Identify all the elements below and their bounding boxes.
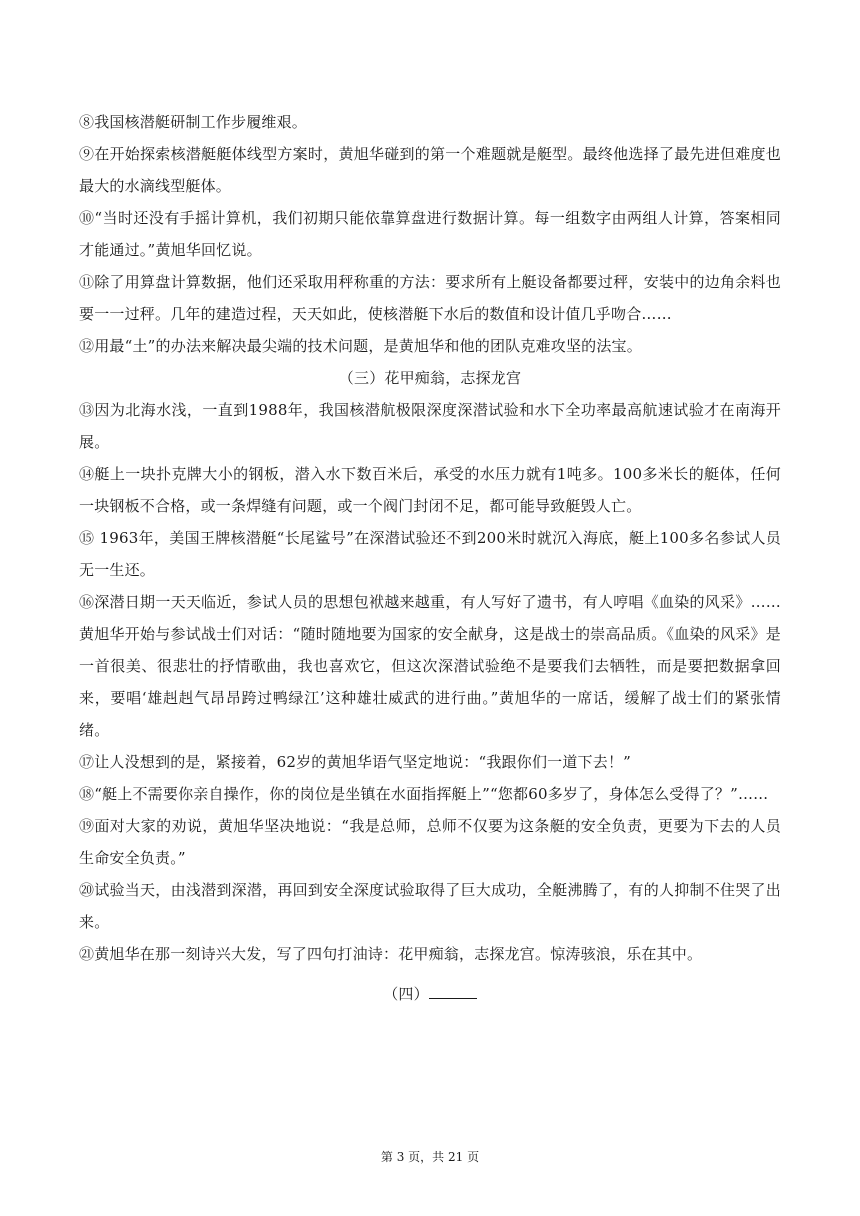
paragraph-13: ⑬因为北海水浅，一直到1988年，我国核潜航极限深度深潜试验和水下全功率最高航速试验才在南海开展。 xyxy=(79,401,781,451)
section-3-heading: （三）花甲痴翁，志探龙宫 xyxy=(338,369,522,387)
paragraph-9: ⑨在开始探索核潜艇艇体线型方案时，黄旭华碰到的第一个难题就是艇型。最终他选择了最先进但难度也最大的水滴线型艇体。 xyxy=(79,145,781,195)
paragraph-8: ⑧我国核潜艇研制工作步履维艰。 xyxy=(79,113,308,131)
paragraph-12: ⑫用最“土”的办法来解决最尖端的技术问题，是黄旭华和他的团队克难攻坚的法宝。 xyxy=(79,337,642,355)
paragraph-19: ⑲面对大家的劝说，黄旭华坚决地说：“我是总师，总师不仅要为这条艇的安全负责，更要为下去的人员生命安全负责。” xyxy=(79,817,781,867)
paragraph-16: ⑯深潜日期一天天临近，参试人员的思想包袱越来越重，有人写好了遗书，有人哼唱《血染的风采》……黄旭华开始与参试战士们对话：“随时随地要为国家的安全献身，这是战士的崇高品质。《血染的风采》是一首很美、很悲壮的抒情歌曲，我也喜欢它，但这次深潜试验绝不是要我们去牺牲，而是要把数据拿回来，要唱‘雄赳赳气昂昂跨过鸭绿江’这种雄壮威武的进行曲。”黄旭华的一席话，缓解了战士们的紧张情绪。 xyxy=(79,593,781,739)
article-body xyxy=(79,106,781,1010)
paragraph-18: ⑱“艇上不需要你亲自操作，你的岗位是坐镇在水面指挥艇上”“您都60多岁了，身体怎么受得了？”…… xyxy=(79,785,769,803)
paragraph-17: ⑰让人没想到的是，紧接着，62岁的黄旭华语气坚定地说：“我跟你们一道下去！” xyxy=(79,753,632,771)
paragraph-20: ⑳试验当天，由浅潜到深潜，再回到安全深度试验取得了巨大成功，全艇沸腾了，有的人抑制不住哭了出来。 xyxy=(79,881,781,931)
paragraph-15: ⑮ 1963年，美国王牌核潜艇“长尾鲨号”在深潜试验还不到200米时就沉入海底，艇上100多名参试人员无一生还。 xyxy=(79,529,781,579)
paragraph-14: ⑭艇上一块扑克牌大小的钢板，潜入水下数百米后，承受的水压力就有1吨多。100多米长的艇体，任何一块钢板不合格，或一条焊缝有问题，或一个阀门封闭不足，都可能导致艇毁人亡。 xyxy=(79,465,781,515)
paragraph-10: ⑩“当时还没有手摇计算机，我们初期只能依靠算盘进行数据计算。每一组数字由两组人计算，答案相同才能通过。”黄旭华回忆说。 xyxy=(79,209,781,259)
section-4-heading xyxy=(79,970,781,1010)
paragraph-11: ⑪除了用算盘计算数据，他们还采取用秤称重的方法：要求所有上艇设备都要过秤，安装中的边角余料也要一一过秤。几年的建造过程，天天如此，使核潜艇下水后的数值和设计值几乎吻合…… xyxy=(79,273,781,323)
section-4-label: （四） xyxy=(383,985,429,1003)
page-footer: 第 3 页，共 21 页 xyxy=(380,1150,480,1164)
paragraph-21: ㉑黄旭华在那一刻诗兴大发，写了四句打油诗：花甲痴翁，志探龙宫。惊涛骇浪，乐在其中。 xyxy=(79,945,703,963)
section-4-blank[interactable] xyxy=(429,980,477,999)
